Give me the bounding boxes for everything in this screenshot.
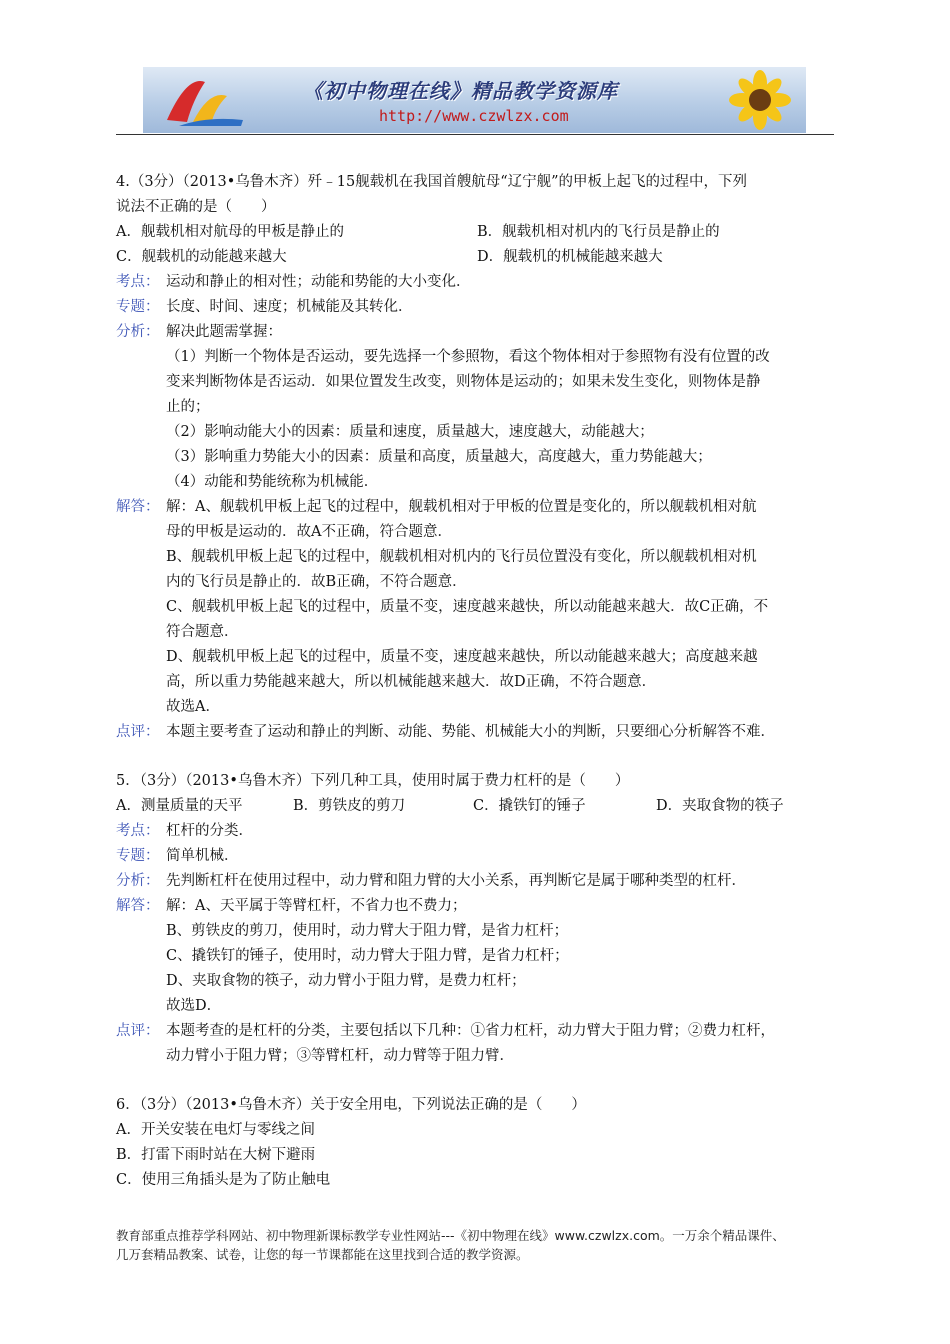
document-body	[116, 170, 838, 1193]
q4-kaodian: 运动和静止的相对性；动能和势能的大小变化．	[166, 274, 471, 290]
q5-fenxi: 先判断杠杆在使用过程中，动力臂和阻力臂的大小关系，再判断它是属于哪种类型的杠杆．	[166, 873, 746, 889]
header-banner[interactable]	[143, 67, 806, 133]
q4-jieda-line: 符合题意．	[166, 624, 239, 640]
q4-jieda-line: 内的飞行员是静止的．故B正确，不符合题意．	[166, 574, 467, 590]
banner-title: 《初中物理在线》精品教学资源库	[303, 79, 618, 103]
q4-jieda-label: 解答：	[116, 499, 160, 515]
q5-zhuanti-label: 专题：	[116, 848, 160, 864]
q5-option-a: A．测量质量的天平	[116, 798, 243, 814]
q4-option-b: B．舰载机相对机内的飞行员是静止的	[477, 224, 720, 240]
q4-fenxi-line: （2）影响动能大小的因素：质量和速度，质量越大，速度越大，动能越大；	[166, 424, 654, 440]
q6-stem: 6．（3分）（2013•乌鲁木齐）关于安全用电，下列说法正确的是（ ）	[116, 1097, 586, 1113]
q5-option-b: B．剪铁皮的剪刀	[293, 798, 406, 814]
q4-fenxi-line: （4）动能和势能统称为机械能．	[166, 474, 379, 490]
q4-jieda-line: C、舰载机甲板上起飞的过程中，质量不变，速度越来越快，所以动能越来越大．故C正确，不	[166, 599, 769, 615]
q4-fenxi-line: 解决此题需掌握：	[166, 324, 282, 340]
q6-option-a: A．开关安装在电灯与零线之间	[116, 1122, 315, 1138]
footer-line2: 几万套精品教案、试卷，让您的每一节课都能在这里找到合适的教学资源。	[116, 1247, 529, 1262]
q4-zhuanti: 长度、时间、速度；机械能及其转化．	[166, 299, 413, 315]
q4-fenxi-line: （3）影响重力势能大小的因素：质量和高度，质量越大，高度越大，重力势能越大；	[166, 449, 712, 465]
q5-option-c: C．撬铁钉的锤子	[473, 798, 586, 814]
q4-jieda-line: D、舰载机甲板上起飞的过程中，质量不变，速度越来越快，所以动能越来越大；高度越来越	[166, 649, 758, 665]
q4-kaodian-label: 考点：	[116, 274, 160, 290]
q5-jieda-label: 解答：	[116, 898, 160, 914]
q4-fenxi-line: （1）判断一个物体是否运动，要先选择一个参照物，看这个物体相对于参照物有没有位置的改	[166, 349, 770, 365]
q5-jieda-line: 解：A、天平属于等臂杠杆，不省力也不费力；	[166, 898, 467, 914]
q5-fenxi-label: 分析：	[116, 873, 160, 889]
q4-zhuanti-label: 专题：	[116, 299, 160, 315]
header-divider	[116, 134, 834, 135]
q5-jieda-line: B、剪铁皮的剪刀，使用时，动力臂大于阻力臂，是省力杠杆；	[166, 923, 569, 939]
q4-option-c: C．舰载机的动能越来越大	[116, 249, 287, 265]
q5-kaodian-label: 考点：	[116, 823, 160, 839]
q5-jieda-line: D、夹取食物的筷子，动力臂小于阻力臂，是费力杠杆；	[166, 973, 526, 989]
q5-options-row	[116, 794, 838, 819]
q4-stem-line1: 4.（3分）（2013•乌鲁木齐）歼﹣15舰载机在我国首艘航母“辽宁舰”的甲板上起飞的过程中，下列	[116, 174, 748, 190]
q4-fenxi-label: 分析：	[116, 324, 160, 340]
q6-option-c: C．使用三角插头是为了防止触电	[116, 1172, 331, 1188]
footer-line1: 教育部重点推荐学科网站、初中物理新课标教学专业性网站---《初中物理在线》www.czwlzx.com。一万余个精品课件、	[116, 1228, 785, 1243]
q4-fenxi-line: 止的；	[166, 399, 210, 415]
q4-stem-line2: 说法不正确的是（ ）	[116, 199, 276, 215]
q5-dianping-line: 本题考查的是杠杆的分类，主要包括以下几种：①省力杠杆，动力臂大于阻力臂；②费力杠杆，	[166, 1023, 775, 1039]
banner-url[interactable]: http://www.czwlzx.com	[379, 107, 569, 125]
page-footer	[116, 1226, 841, 1264]
q5-zhuanti: 简单机械．	[166, 848, 239, 864]
q4-options-row1	[116, 220, 838, 245]
q5-dianping-line: 动力臂小于阻力臂；③等臂杠杆，动力臂等于阻力臂．	[166, 1048, 514, 1064]
q4-fenxi-line: 变来判断物体是否运动．如果位置发生改变，则物体是运动的；如果未发生变化，则物体是静	[166, 374, 761, 390]
q4-jieda-line: 故选A．	[166, 699, 220, 715]
q4-option-a: A．舰载机相对航母的甲板是静止的	[116, 224, 344, 240]
q5-dianping-label: 点评：	[116, 1023, 160, 1039]
q4-jieda-line: 母的甲板是运动的．故A不正确，符合题意．	[166, 524, 452, 540]
q6-option-b: B．打雷下雨时站在大树下避雨	[116, 1147, 316, 1163]
q5-kaodian: 杠杆的分类．	[166, 823, 253, 839]
site-logo-icon	[157, 70, 247, 130]
q4-dianping: 本题主要考查了运动和静止的判断、动能、势能、机械能大小的判断，只要细心分析解答不难．	[166, 724, 775, 740]
q5-jieda-line: 故选D．	[166, 998, 222, 1014]
q5-option-d: D．夹取食物的筷子	[656, 798, 784, 814]
q4-dianping-label: 点评：	[116, 724, 160, 740]
q4-option-d: D．舰载机的机械能越来越大	[477, 249, 663, 265]
q4-jieda-line: 解：A、舰载机甲板上起飞的过程中，舰载机相对于甲板的位置是变化的，所以舰载机相对航	[166, 499, 757, 515]
q4-jieda-line: 高，所以重力势能越来越大，所以机械能越来越大．故D正确，不符合题意．	[166, 674, 657, 690]
q5-stem: 5．（3分）（2013•乌鲁木齐）下列几种工具，使用时属于费力杠杆的是（ ）	[116, 773, 630, 789]
q5-jieda-line: C、撬铁钉的锤子，使用时，动力臂大于阻力臂，是省力杠杆；	[166, 948, 569, 964]
q4-jieda-line: B、舰载机甲板上起飞的过程中，舰载机相对机内的飞行员位置没有变化，所以舰载机相对机	[166, 549, 757, 565]
q4-options-row2	[116, 245, 838, 270]
sunflower-icon	[722, 69, 798, 131]
